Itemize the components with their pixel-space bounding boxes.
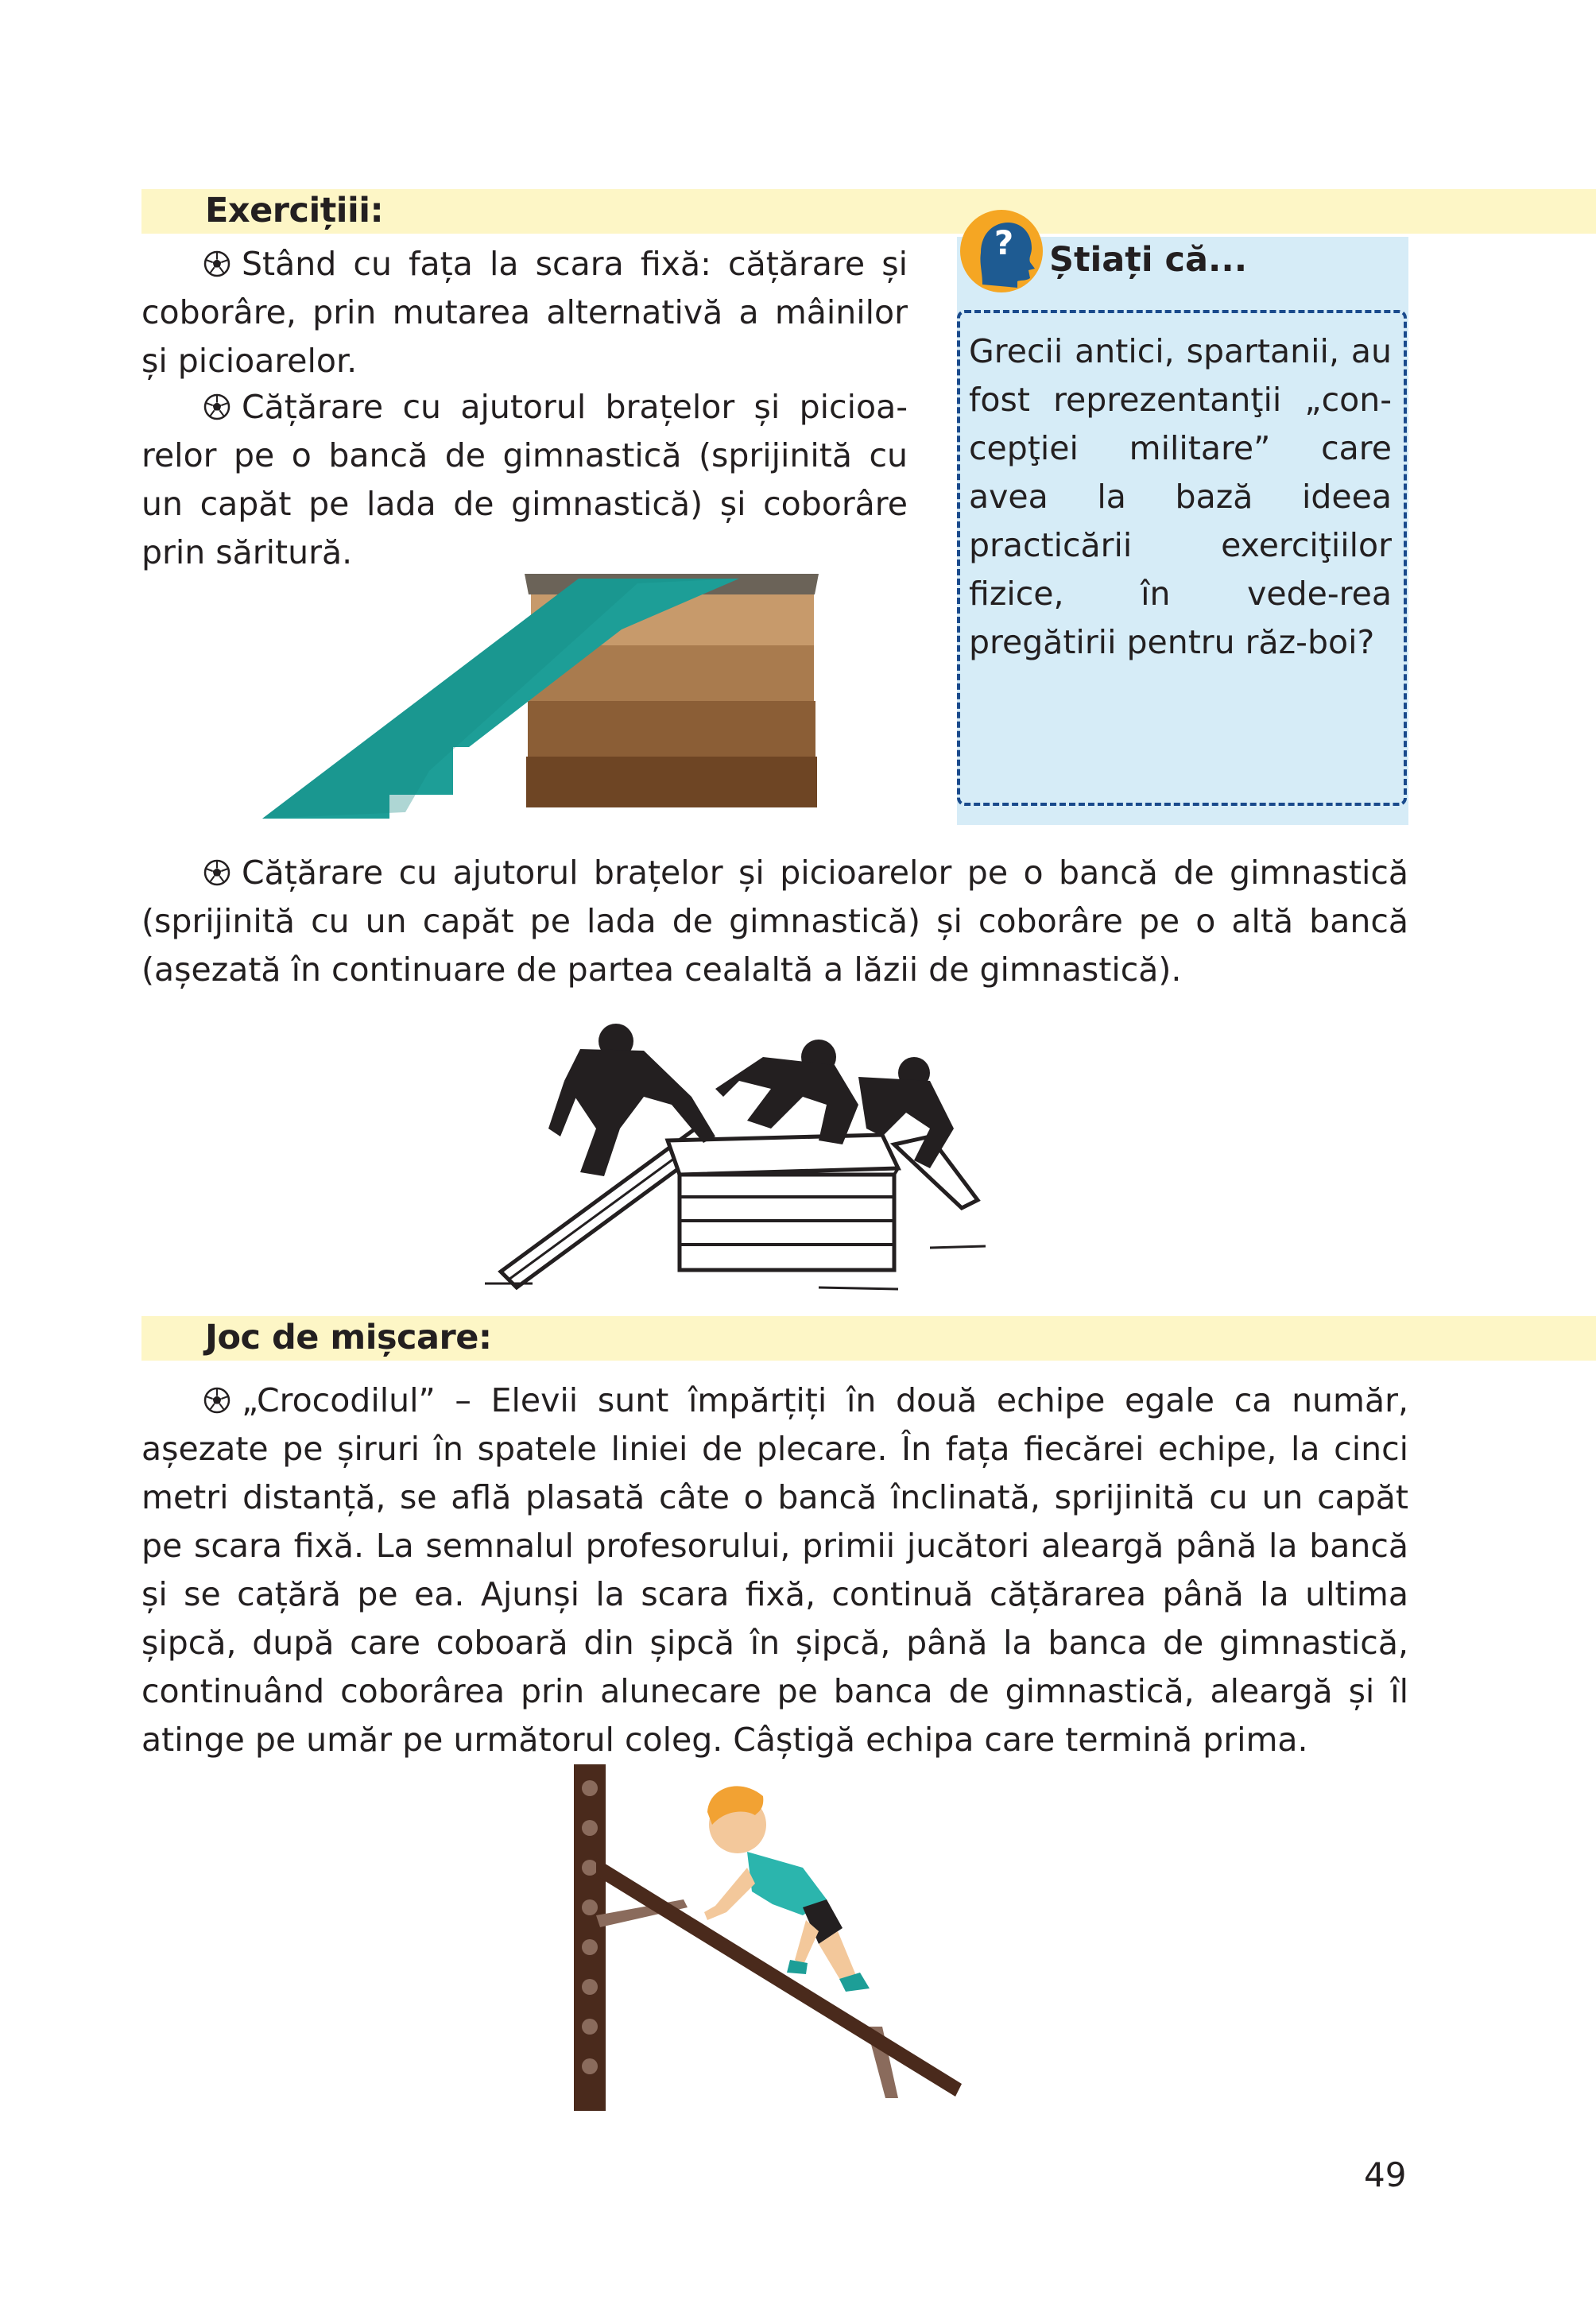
info-box-title: Știați că... xyxy=(1049,240,1248,280)
exercises-heading: Exercițiii: xyxy=(205,191,384,230)
soccer-ball-icon xyxy=(203,1387,230,1414)
vault-box-bench-illustration xyxy=(262,556,835,827)
question-head-icon xyxy=(959,208,1044,294)
page-number: 49 xyxy=(1364,2155,1407,2194)
game-description: „Crocodilul” – Elevii sunt împărțiți în două echipe egale ca număr, așezate pe șiruri în spatele liniei de plecare. În fața fiecărei echipe, la cinci metri distanță, se află plasată câte o bancă înclinată, sprijinită cu un capăt pe scara fixă. La semnalul profesorului, primii jucători aleargă până la bancă și se cațără pe ea. Ajunși la scara fixă, continuă cățărarea până la ultima șipcă, după care coboară din șipcă în șipcă, până la banca de gimnastică, continuând coborârea prin alunecare pe banca de gimnastică, aleargă și îl atinge pe umăr pe următorul coleg. Câștigă echipa care termină prima. xyxy=(141,1381,1408,1759)
exercise-item-2: Cățărare cu ajutorul brațelor și picioa-relor pe o bancă de gimnastică (sprijinită cu un capăt pe lada de gimnastică) și coborâre prin săritură. xyxy=(141,388,908,571)
game-heading: Joc de mișcare: xyxy=(205,1318,492,1357)
soccer-ball-icon xyxy=(203,250,230,277)
soccer-ball-icon xyxy=(203,393,230,420)
soccer-ball-icon xyxy=(203,859,230,886)
kids-climbing-box-illustration xyxy=(485,1009,994,1295)
exercise-item-3: Cățărare cu ajutorul brațelor și picioarelor pe o bancă de gimnastică (sprijinită cu un capăt pe lada de gimnastică) și coborâre pe o altă bancă (așezată în continuare de partea cealaltă a lăzii de gimnastică). xyxy=(141,854,1408,989)
child-climbing-bench-illustration xyxy=(564,1764,978,2114)
svg-text:?: ? xyxy=(994,223,1014,262)
info-box-text: Grecii antici, spartanii, au fost reprezentanţii „con-cepţiei militare” care avea la bază ideea practicării exerciţiilor fizice, în vede-rea pregătirii pentru răz-boi? xyxy=(969,332,1392,661)
exercise-item-1: Stând cu fața la scara fixă: cățărare și coborâre, prin mutarea alternativă a mâinilor și picioarelor. xyxy=(141,245,908,380)
